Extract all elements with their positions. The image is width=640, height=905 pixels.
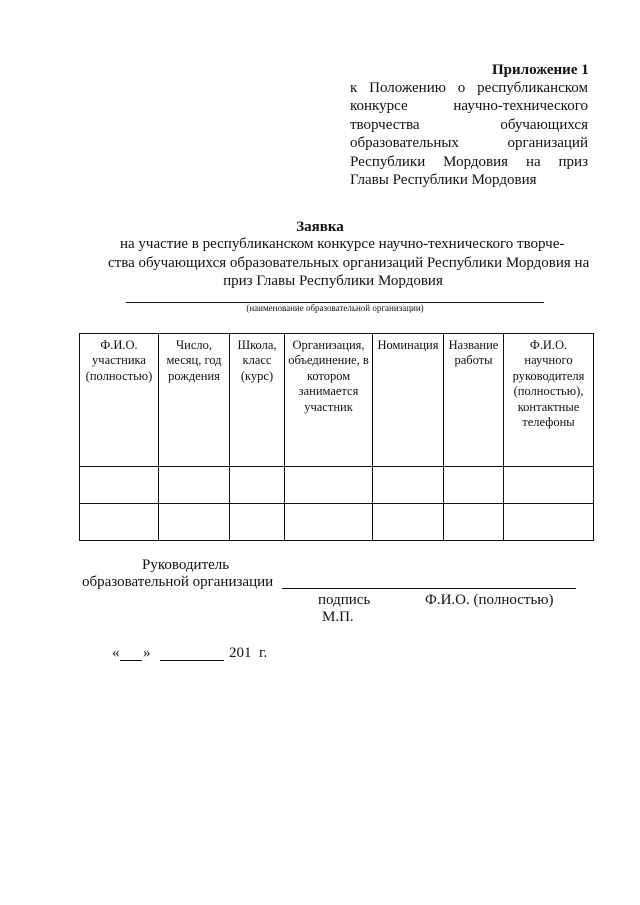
- appendix-title: Приложение 1: [492, 62, 589, 78]
- table-cell[interactable]: [80, 467, 159, 504]
- date-year-suffix: г.: [259, 645, 268, 661]
- subtitle-line: на участие в республиканском конкурсе научно-технического творче-: [120, 236, 565, 252]
- header-nomination: Номинация: [373, 334, 444, 467]
- table-cell[interactable]: [159, 467, 230, 504]
- header-participant-name: Ф.И.О. участника (полностью): [80, 334, 159, 467]
- table-cell[interactable]: [159, 504, 230, 541]
- signature-caption: подпись: [318, 592, 371, 608]
- table-cell[interactable]: [285, 504, 373, 541]
- signature-field[interactable]: [282, 588, 576, 589]
- full-name-caption: Ф.И.О. (полностью): [425, 592, 554, 608]
- date-close-quote: »: [143, 645, 151, 661]
- table-cell[interactable]: [444, 504, 504, 541]
- subtitle-line: приз Главы Республики Мордовия: [223, 273, 443, 289]
- head-label: Руководитель: [142, 557, 230, 573]
- table-row: [80, 467, 594, 504]
- table-cell[interactable]: [373, 467, 444, 504]
- stamp-label: М.П.: [322, 609, 354, 625]
- organization-name-caption: (наименование образовательной организации): [246, 303, 424, 313]
- date-open-quote: «: [112, 645, 120, 661]
- header-supervisor: Ф.И.О. научного руководителя (полностью), контактные телефоны: [504, 334, 594, 467]
- header-organization: Организация, объединение, в котором занимается участник: [285, 334, 373, 467]
- table-row: [80, 504, 594, 541]
- table-cell[interactable]: [230, 504, 285, 541]
- date-year-prefix: 201: [229, 645, 252, 661]
- date-month-field[interactable]: [160, 660, 224, 661]
- organization-label: образовательной организации: [82, 574, 274, 590]
- participants-table: [79, 333, 594, 541]
- header-school-class: Школа, класс (курс): [230, 334, 285, 467]
- appendix-text: к Положению о республиканском конкурсе научно-технического творчества обучающихся образовательных организаций Республики Мордовия на приз Главы Республики Мордовия: [350, 80, 588, 189]
- table-cell[interactable]: [285, 467, 373, 504]
- table-cell[interactable]: [80, 504, 159, 541]
- table-cell[interactable]: [504, 504, 594, 541]
- table-cell[interactable]: [230, 467, 285, 504]
- header-work-title: Название работы: [444, 334, 504, 467]
- date-day-field[interactable]: [120, 660, 142, 661]
- table-cell[interactable]: [444, 467, 504, 504]
- header-birth-date: Число, месяц, год рождения: [159, 334, 230, 467]
- application-subtitle: [82, 235, 590, 291]
- table-header-row: [80, 334, 594, 467]
- application-title: Заявка: [296, 219, 344, 235]
- table-cell[interactable]: [504, 467, 594, 504]
- subtitle-line: ства обучающихся образовательных организаций Республики Мордовия на: [108, 254, 590, 271]
- table-cell[interactable]: [373, 504, 444, 541]
